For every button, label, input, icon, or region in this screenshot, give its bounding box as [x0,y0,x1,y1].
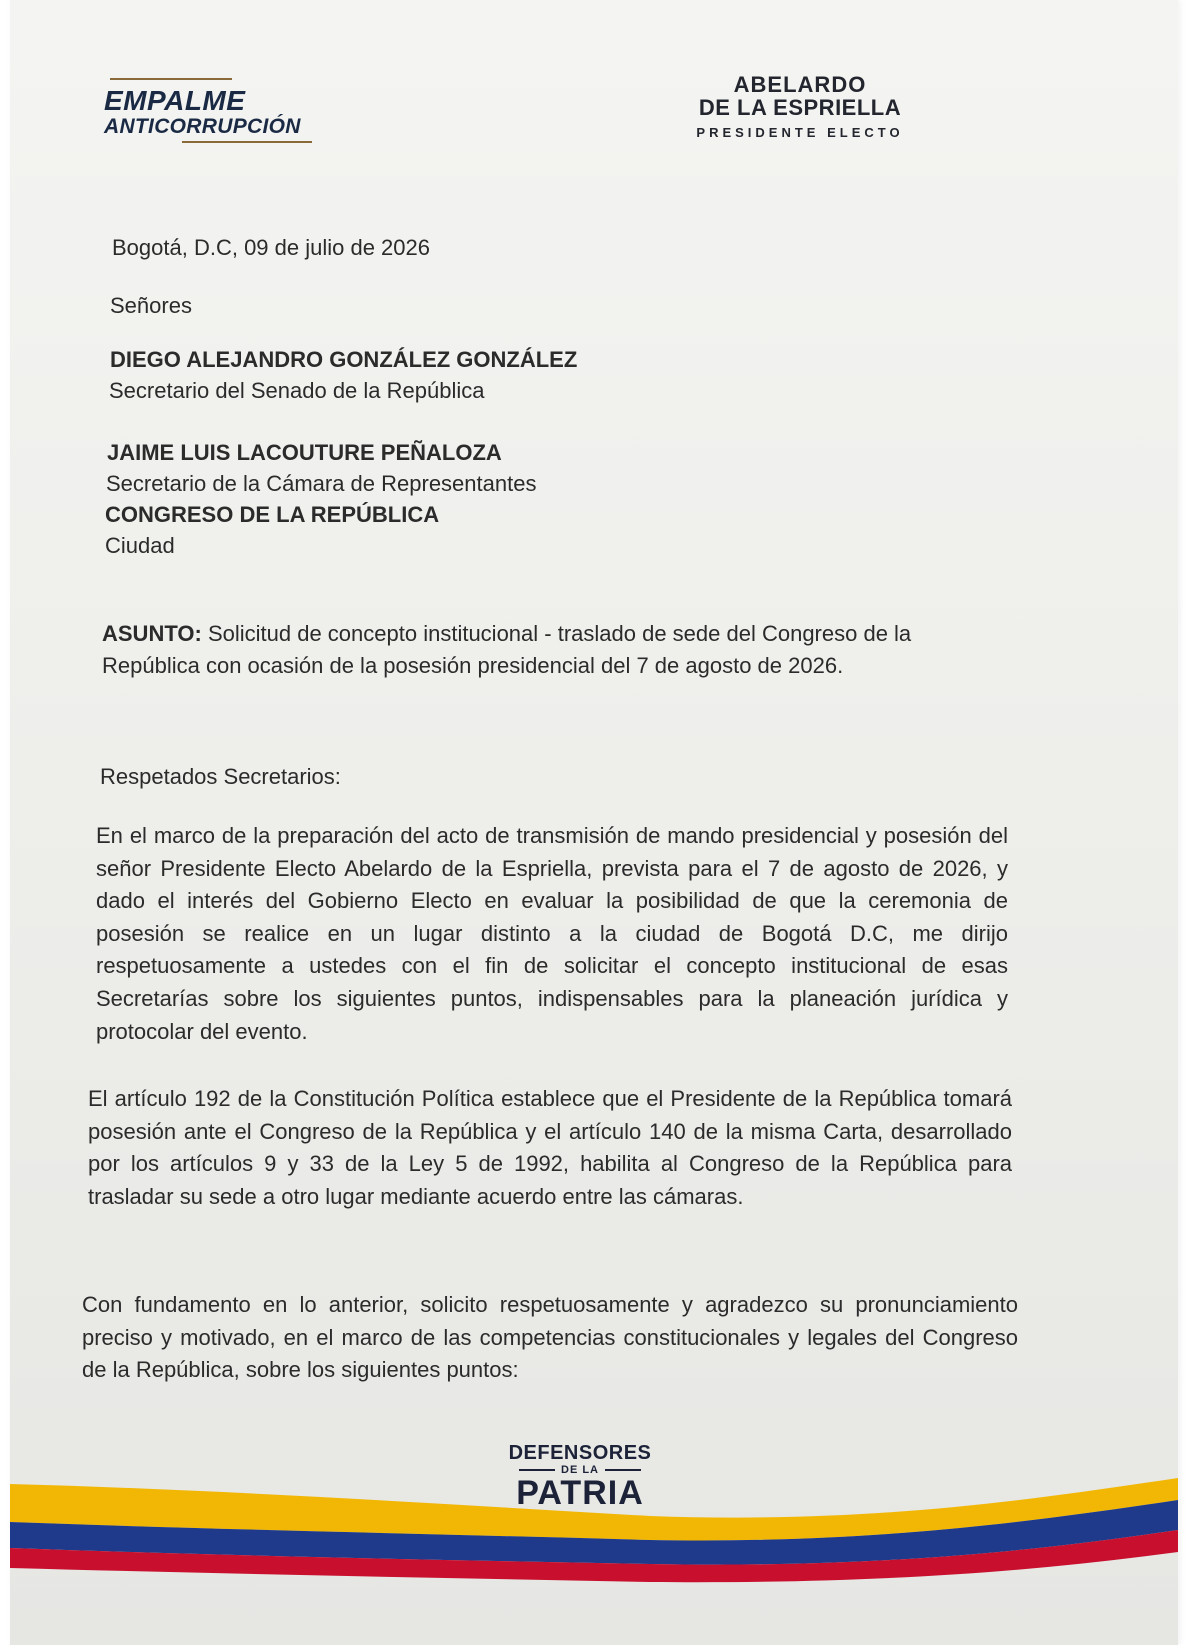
institution-name: CONGRESO DE LA REPÚBLICA [105,502,440,527]
greeting: Respetados Secretarios: [100,764,341,789]
logo-rule-bottom [182,141,312,143]
recipient1-title: Secretario del Senado de la República [109,378,485,403]
logo-right-line3: PRESIDENTE ELECTO [696,125,904,140]
letter-date: Bogotá, D.C, 09 de julio de 2026 [112,235,431,260]
logo-bottom-line2: DE LA [561,1464,599,1476]
logo-bottom-line1: DEFENSORES [508,1442,652,1464]
salutation-to: Señores [110,293,192,318]
subject-block [102,618,1002,682]
subject-line2: República con ocasión de la posesión presidencial del 7 de agosto de 2026. [102,653,844,678]
subject-line1: Solicitud de concepto institucional - traslado de sede del Congreso de la [207,621,912,646]
logo-bottom-rule-right [605,1469,641,1471]
logo-bottom-line3: PATRIA [516,1474,644,1512]
logo-left-line2: ANTICORRUPCIÓN [104,115,301,138]
paragraph-2: El artículo 192 de la Constitución Política establece que el Presidente de la República tomará posesión ante el Congreso de la República y el artículo 140 de la misma Carta, desarrollado por los artículos 9 y 33 de la Ley 5 de 1992, habilita al Congreso de la República para trasladar su sede a otro lugar mediante acuerdo entre las cámaras. [88,1086,1012,1209]
recipient2-title: Secretario de la Cámara de Representantes [106,471,537,496]
empalme-anticorrupcion-logo [104,78,344,143]
logo-right-line1: ABELARDO [733,72,867,97]
recipient1-name: DIEGO ALEJANDRO GONZÁLEZ GONZÁLEZ [110,347,578,372]
logo-bottom-rule-left [519,1469,555,1471]
paragraph-1: En el marco de la preparación del acto de transmisión de mando presidencial y posesión del señor Presidente Electo Abelardo de la Espriella, prevista para el 7 de agosto de 2026, y dado el interés del Gobierno Electo en evaluar la posibilidad de que la ceremonia de posesión se realice en un lugar distinto a la ciudad de Bogotá D.C, me dirijo respetuosamente a ustedes con el fin de solicitar el concepto institucional de esas Secretarías sobre los siguientes puntos, indispensables para la planeación jurídica y protocolar del evento. [96,823,1008,1044]
city: Ciudad [105,533,175,558]
defensores-de-la-patria-logo [490,1442,670,1510]
letter-page [10,0,1178,1645]
logo-left-line1: EMPALME [104,85,246,116]
logo-right-line2: DE LA ESPRIELLA [698,95,902,120]
paragraph-3: Con fundamento en lo anterior, solicito respetuosamente y agradezco su pronunciamiento preciso y motivado, en el marco de las competencias constitucionales y legales del Congreso de la República, sobre los siguientes puntos: [82,1292,1018,1383]
recipient2-name: JAIME LUIS LACOUTURE PEÑALOZA [107,440,502,465]
presidente-electo-logo [680,74,920,142]
subject-label: ASUNTO: [102,621,202,646]
logo-rule-top [110,78,232,80]
